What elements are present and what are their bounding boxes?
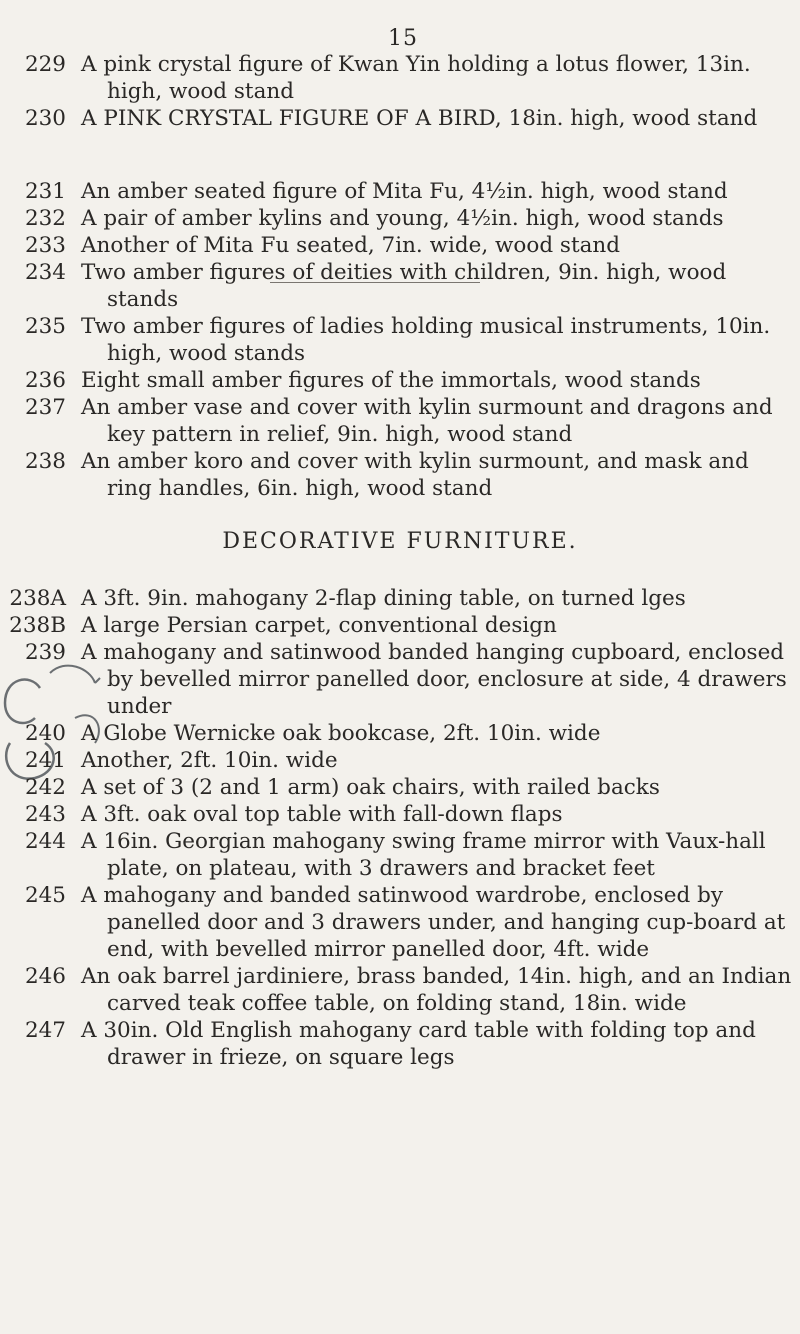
list-item: [0, 720, 800, 747]
lot-number: 234: [24, 260, 66, 285]
lot-description: An oak barrel jardiniere, brass banded, 14in. high, and an Indian carved teak coffee table, on folding stand, 18in. wide: [81, 964, 792, 1016]
list-item: [0, 367, 800, 394]
list-item: [0, 205, 800, 232]
list-item: [0, 747, 800, 774]
lot-description: A 16in. Georgian mahogany swing frame mirror with Vaux-hall plate, on plateau, with 3 drawers and bracket feet: [81, 829, 766, 881]
lot-description: A 30in. Old English mahogany card table with folding top and drawer in frieze, on square legs: [81, 1018, 756, 1070]
list-item: [0, 259, 800, 313]
lot-description: An amber vase and cover with kylin surmount and dragons and key pattern in relief, 9in. high, wood stand: [81, 395, 773, 447]
lot-number: 238B: [9, 613, 66, 638]
list-item: [0, 774, 800, 801]
list-item: [0, 448, 800, 502]
list-item: [0, 51, 800, 105]
lot-description: A pink crystal figure of Kwan Yin holding a lotus flower, 13in. high, wood stand: [81, 52, 751, 104]
list-item: [0, 394, 800, 448]
lot-number: 237: [24, 395, 66, 420]
lot-description: An amber koro and cover with kylin surmount, and mask and ring handles, 6in. high, wood stand: [81, 449, 749, 501]
list-item: [0, 232, 800, 259]
lot-list-crystal: [0, 51, 800, 132]
lot-description: A 3ft. 9in. mahogany 2-flap dining table, on turned lges: [81, 586, 686, 611]
list-item: [0, 882, 800, 963]
lot-number: 231: [24, 179, 66, 204]
list-item: [0, 585, 800, 612]
list-item: [0, 178, 800, 205]
lot-list-amber: [0, 178, 800, 502]
list-item: [0, 105, 800, 132]
lot-description: Eight small amber figures of the immortals, wood stands: [81, 368, 701, 393]
list-item: [0, 612, 800, 639]
lot-number: 247: [24, 1018, 66, 1043]
list-item: [0, 963, 800, 1017]
lot-number: 236: [24, 368, 66, 393]
lot-description: A 3ft. oak oval top table with fall-down flaps: [81, 802, 563, 827]
lot-number: 230: [24, 106, 66, 131]
lot-number: 229: [24, 52, 66, 77]
lot-number: 243: [24, 802, 66, 827]
lot-description: Another, 2ft. 10in. wide: [81, 748, 338, 773]
list-item: [0, 639, 800, 720]
lot-number: 242: [24, 775, 66, 800]
lot-number: 235: [24, 314, 66, 339]
lot-number: 239: [24, 640, 66, 665]
lot-number: 244: [24, 829, 66, 854]
page-number: 15: [388, 26, 418, 51]
lot-number: 246: [24, 964, 66, 989]
lot-description: A mahogany and satinwood banded hanging cupboard, enclosed by bevelled mirror panelled door, enclosure at side, 4 drawers under: [81, 640, 787, 719]
lot-number: 238: [24, 449, 66, 474]
lot-description: A PINK CRYSTAL FIGURE OF A BIRD, 18in. high, wood stand: [81, 106, 758, 131]
lot-description: Another of Mita Fu seated, 7in. wide, wood stand: [81, 233, 621, 258]
lot-number: 245: [24, 883, 66, 908]
lot-number: 238A: [9, 586, 66, 611]
lot-number: 233: [24, 233, 66, 258]
list-item: [0, 313, 800, 367]
section-heading: DECORATIVE FURNITURE.: [222, 529, 578, 554]
list-item: [0, 828, 800, 882]
lot-description: A set of 3 (2 and 1 arm) oak chairs, with railed backs: [81, 775, 660, 800]
lot-list-furniture: [0, 585, 800, 1071]
lot-description: Two amber figures of deities with children, 9in. high, wood stands: [81, 260, 727, 312]
lot-number: 240: [24, 721, 66, 746]
lot-description: A Globe Wernicke oak bookcase, 2ft. 10in. wide: [81, 721, 601, 746]
lot-description: An amber seated figure of Mita Fu, 4½in. high, wood stand: [81, 179, 728, 204]
lot-description: A large Persian carpet, conventional design: [81, 613, 557, 638]
lot-number: 241: [24, 748, 66, 773]
list-item: [0, 1017, 800, 1071]
lot-description: A pair of amber kylins and young, 4½in. high, wood stands: [81, 206, 724, 231]
lot-number: 232: [24, 206, 66, 231]
list-item: [0, 801, 800, 828]
lot-description: A mahogany and banded satinwood wardrobe, enclosed by panelled door and 3 drawers under, and hanging cup-board at end, with bevelled mirror panelled door, 4ft. wide: [81, 883, 786, 962]
lot-description: Two amber figures of ladies holding musical instruments, 10in. high, wood stands: [81, 314, 771, 366]
